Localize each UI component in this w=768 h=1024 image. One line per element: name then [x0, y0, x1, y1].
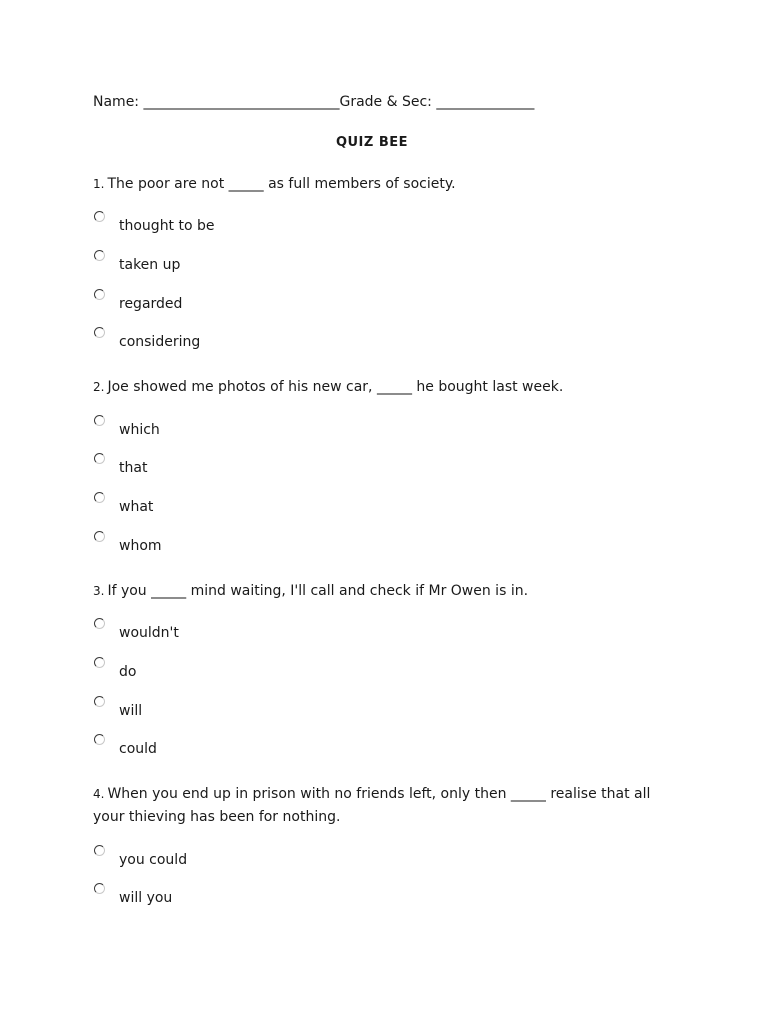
option-1-c[interactable] — [94, 289, 394, 319]
option-1-b[interactable] — [94, 250, 394, 280]
option-label: which — [119, 422, 160, 438]
question-text: If you _____ mind waiting, I'll call and check if Mr Owen is in. — [107, 583, 529, 599]
option-4-b[interactable] — [94, 883, 394, 913]
page-title: QUIZ BEE — [335, 135, 409, 150]
option-label: considering — [119, 334, 201, 350]
option-1-a[interactable] — [94, 211, 394, 241]
question-4 — [93, 783, 653, 829]
option-label: will you — [119, 890, 173, 906]
option-4-a[interactable] — [94, 845, 394, 875]
option-label: taken up — [119, 257, 181, 273]
option-label: regarded — [119, 296, 183, 312]
radio-button[interactable] — [94, 531, 105, 542]
option-label: you could — [119, 852, 188, 868]
question-number: 4. — [93, 787, 105, 801]
option-2-a[interactable] — [94, 415, 394, 445]
question-text: The poor are not _____ as full members of society. — [107, 176, 456, 192]
option-3-d[interactable] — [94, 734, 394, 764]
radio-button[interactable] — [94, 289, 105, 300]
option-label: that — [119, 460, 148, 476]
option-label: could — [119, 741, 157, 757]
option-2-b[interactable] — [94, 453, 394, 483]
question-number: 2. — [93, 380, 105, 394]
radio-button[interactable] — [94, 696, 105, 707]
question-text: When you end up in prison with no friends left, only then _____ realise that all your thieving has been for nothing. — [93, 786, 651, 825]
radio-button[interactable] — [94, 883, 105, 894]
question-text: Joe showed me photos of his new car, _____ he bought last week. — [107, 379, 564, 395]
name-grade-line: Name: ____________________________Grade & Sec: ______________ — [93, 94, 535, 110]
question-2 — [93, 376, 653, 399]
option-label: do — [119, 664, 137, 680]
radio-button[interactable] — [94, 657, 105, 668]
radio-button[interactable] — [94, 618, 105, 629]
option-label: whom — [119, 538, 162, 554]
option-1-d[interactable] — [94, 327, 394, 357]
question-3 — [93, 580, 653, 603]
radio-button[interactable] — [94, 845, 105, 856]
radio-button[interactable] — [94, 734, 105, 745]
radio-button[interactable] — [94, 415, 105, 426]
radio-button[interactable] — [94, 211, 105, 222]
option-3-a[interactable] — [94, 618, 394, 648]
radio-button[interactable] — [94, 453, 105, 464]
question-1 — [93, 173, 653, 196]
option-label: thought to be — [119, 218, 215, 234]
option-3-b[interactable] — [94, 657, 394, 687]
radio-button[interactable] — [94, 250, 105, 261]
radio-button[interactable] — [94, 492, 105, 503]
option-2-d[interactable] — [94, 531, 394, 561]
radio-button[interactable] — [94, 327, 105, 338]
option-label: what — [119, 499, 154, 515]
question-number: 1. — [93, 177, 105, 191]
option-label: wouldn't — [119, 625, 179, 641]
option-3-c[interactable] — [94, 696, 394, 726]
option-label: will — [119, 703, 143, 719]
option-2-c[interactable] — [94, 492, 394, 522]
question-number: 3. — [93, 584, 105, 598]
